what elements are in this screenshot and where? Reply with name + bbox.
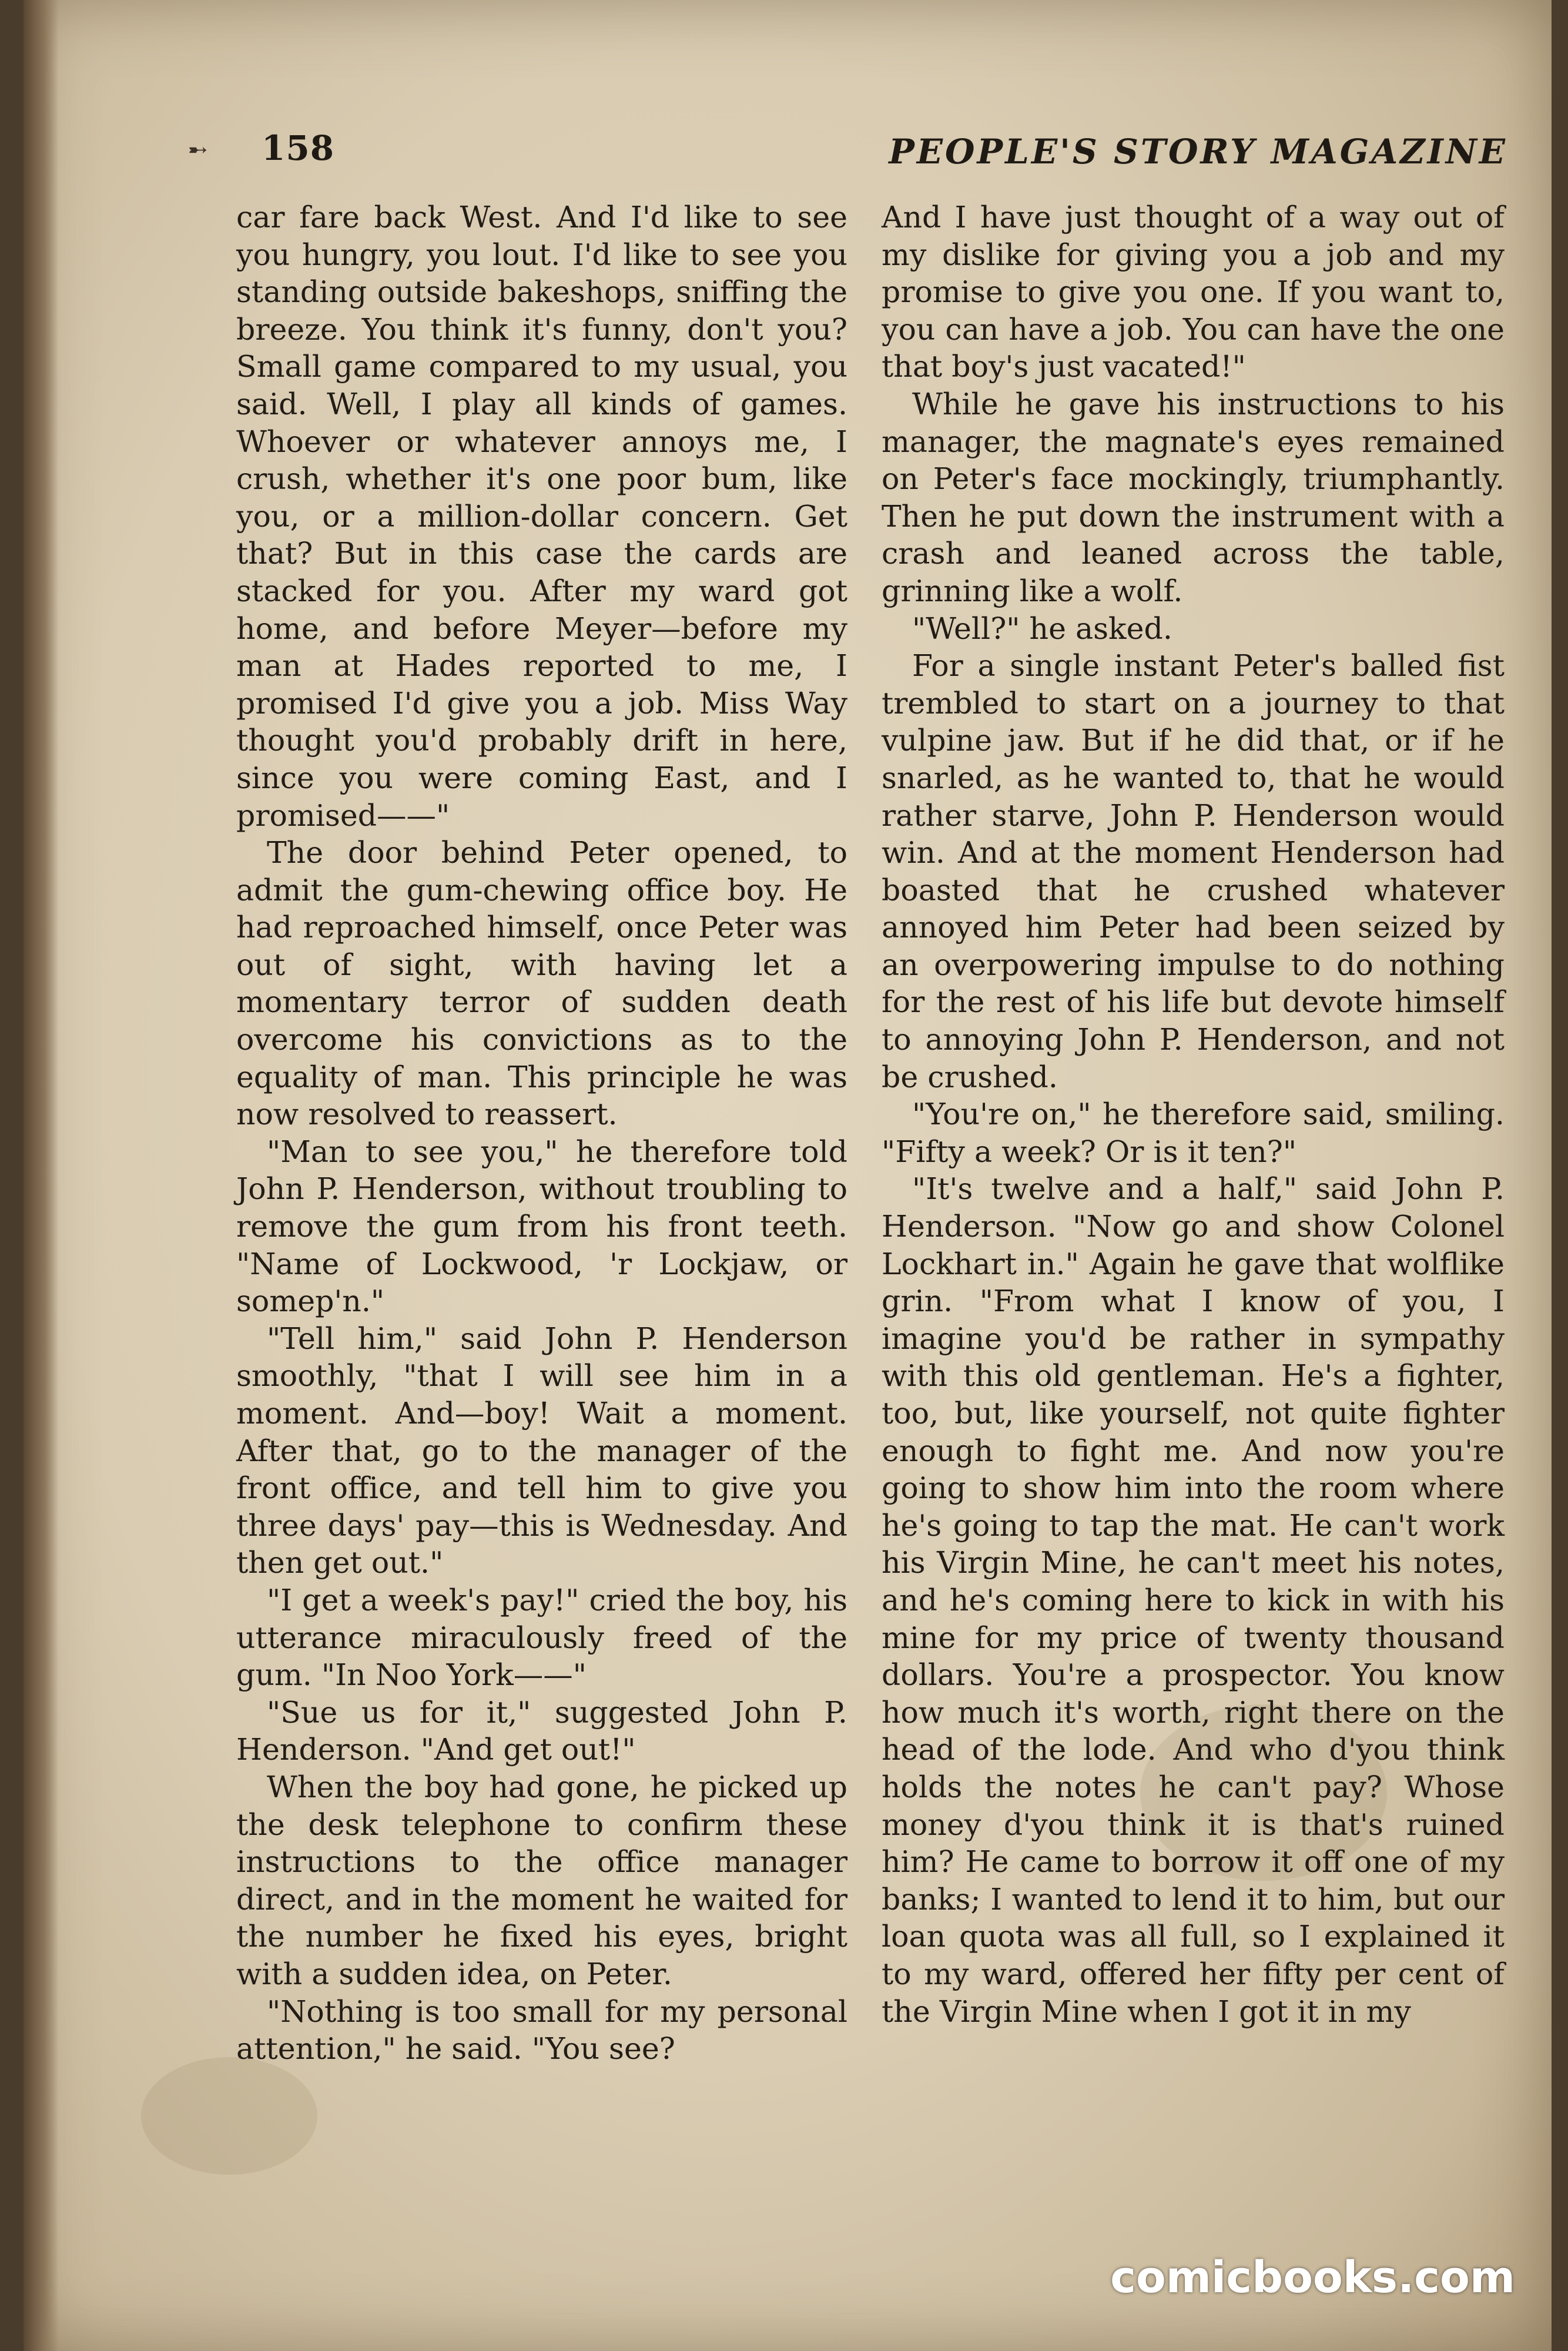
watermark-logo: comicbooks.com: [1110, 2252, 1515, 2303]
paragraph: When the boy had gone, he picked up the desk telephone to confirm these instructions to the office manager direct, and in the moment he waited for the number he fixed his eyes, bright with a sudden idea, on Peter.: [236, 1769, 847, 1991]
paragraph: "I get a week's pay!" cried the boy, his utterance miraculously freed of the gum. "In Noo York——": [236, 1582, 847, 1693]
paragraph: And I have just thought of a way out of my dislike for giving you a job and my promise to give you one. If you want to, you can have a job. You can have the one that boy's just vacated!": [882, 200, 1505, 384]
magazine-page: [24, 0, 1552, 2351]
paragraph: "Sue us for it," suggested John P. Henderson. "And get out!": [236, 1694, 847, 1767]
paper-stain: [141, 2057, 317, 2175]
page-spine-shadow: [24, 0, 59, 2351]
paragraph: "Well?" he asked.: [912, 611, 1172, 646]
paragraph: While he gave his instructions to his manager, the magnate's eyes remained on Peter's face mockingly, triumphantly. Then he put down the instrument with a crash and leaned across the table, grinning like a wolf.: [882, 386, 1505, 608]
paragraph: "Nothing is too small for my personal attention," he said. "You see?: [236, 1994, 847, 2067]
left-column: [236, 199, 847, 2068]
paragraph: "It's twelve and a half," said John P. Henderson. "Now go and show Colonel Lockhart in." Again he gave that wolflike grin. "From what I know of you, I imagine you'd be rather in sympathy with this old gentleman. He's a fighter, too, but, like yourself, not quite fighter enough to fight me. And now you're going to show him into the room where he's going to tap the mat. He can't work his Virgin Mine, he can't meet his notes, and he's coming here to kick in with his mine for my price of twenty thousand dollars. You're a prospector. You know how much it's worth, right there on the head of the lode. And who d'you think holds the notes he can't pay? Whose money d'you think it is that's ruined him? He came to borrow it off one of my banks; I wanted to lend it to him, but our loan quota was all full, so I explained it to my ward, offered her fifty per cent of the Virgin Mine when I got it in my: [882, 1171, 1505, 2029]
page-number: 158: [262, 128, 335, 168]
printer-mark-icon: ➸: [188, 136, 208, 163]
paragraph: The door behind Peter opened, to admit the gum-chewing office boy. He had reproached himself, once Peter was out of sight, with having let a momentary terror of sudden death overcome his convictions as to the equality of man. This principle he was now resolved to reassert.: [236, 835, 847, 1132]
running-head: PEOPLE'S STORY MAGAZINE: [889, 132, 1507, 172]
paragraph: "You're on," he therefore said, smiling. "Fifty a week? Or is it ten?": [882, 1097, 1505, 1169]
paragraph: "Man to see you," he therefore told John P. Henderson, without troubling to remove the gum from his front teeth. "Name of Lockwood, 'r Lockjaw, or somep'n.": [236, 1134, 847, 1319]
paragraph: "Tell him," said John P. Henderson smoothly, "that I will see him in a moment. And—boy! Wait a moment. After that, go to the manager of the front office, and tell him to give you three days' pay—this is Wednesday. And then get out.": [236, 1321, 847, 1580]
page-header: [188, 128, 1507, 181]
right-column: [882, 199, 1505, 2030]
paragraph: For a single instant Peter's balled fist trembled to start on a journey to that vulpine jaw. But if he did that, or if he snarled, as he wanted to, that he would rather starve, John P. Henderson would win. And at the moment Henderson had boasted that he crushed whatever annoyed him Peter had been seized by an overpowering impulse to do nothing for the rest of his life but devote himself to annoying John P. Henderson, and not be crushed.: [882, 648, 1505, 1094]
paragraph: car fare back West. And I'd like to see you hungry, you lout. I'd like to see you standing outside bakeshops, sniffing the breeze. You think it's funny, don't you? Small game compared to my usual, you said. Well, I play all kinds of games. Whoever or whatever annoys me, I crush, whether it's one poor bum, like you, or a million-dollar concern. Get that? But in this case the cards are stacked for you. After my ward got home, and before Meyer—before my man at Hades reported to me, I promised I'd give you a job. Miss Way thought you'd probably drift in here, since you were coming East, and I promised——": [236, 200, 847, 833]
